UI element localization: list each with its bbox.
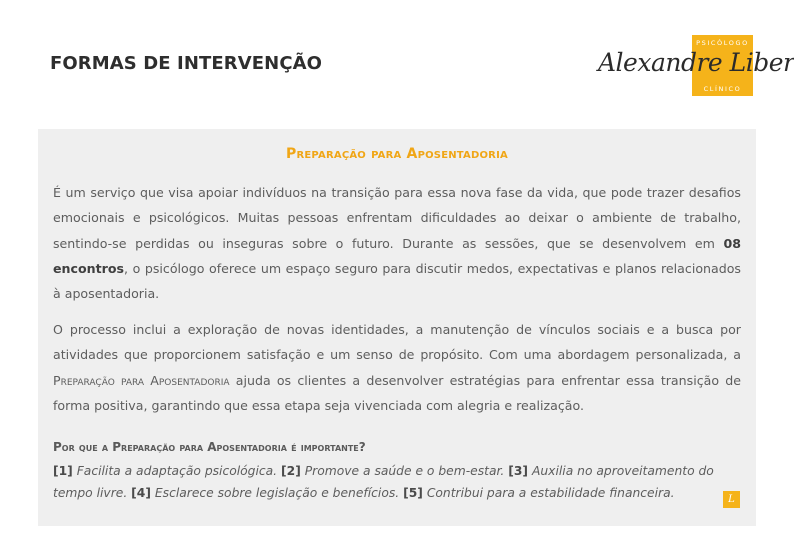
why-title: Por que a Preparação para Aposentadoria é importante? xyxy=(53,440,366,454)
benefit-text: Auxilia no aproveitamento do tempo livre. xyxy=(53,464,714,500)
intro-text-1: É um serviço que visa apoiar indivíduos na transição para essa nova fase da vida, que pode trazer desafios emocionais e psicológicos. Muitas pessoas enfrentam dificuldades ao deixar o ambiente de trabalho, sentindo-se perdidas ou inseguras sobre o futuro. Durante as sessões, que se desenvolvem em xyxy=(53,185,741,251)
service-name: Preparação para Aposentadoria xyxy=(53,372,230,388)
benefit-number: [4] xyxy=(131,485,151,500)
logo-signature: Alexandre Liber xyxy=(598,48,794,77)
corner-logo-icon: L xyxy=(723,491,740,508)
process-text-1: O processo inclui a exploração de novas identidades, a manutenção de vínculos sociais e a busca por atividades que proporcionem satisfação e um senso de propósito. Com uma abordagem personalizada, a xyxy=(53,322,741,363)
logo-bottom-label: CLÍNICO xyxy=(703,85,742,93)
intro-paragraph xyxy=(53,180,741,306)
logo-top-label: PSICÓLOGO xyxy=(696,39,749,47)
benefit-text: Esclarece sobre legislação e benefícios. xyxy=(154,485,400,500)
benefit-text: Contribui para a estabilidade financeira. xyxy=(426,485,675,500)
benefit-number: [3] xyxy=(508,464,529,478)
section-title: Preparação para Aposentadoria xyxy=(286,146,508,162)
page-title: FORMAS DE INTERVENÇÃO xyxy=(50,53,323,74)
benefit-number: [1] xyxy=(53,464,73,478)
benefit-number: [2] xyxy=(281,464,301,478)
benefit-item xyxy=(131,486,399,500)
process-paragraph xyxy=(53,317,741,418)
benefit-text: Promove a saúde e o bem-estar. xyxy=(304,464,505,478)
benefit-text: Facilita a adaptação psicológica. xyxy=(76,464,278,478)
benefits-list xyxy=(53,461,741,504)
benefit-item xyxy=(281,464,504,478)
benefit-number: [5] xyxy=(403,485,423,500)
intro-text-2: , o psicólogo oferece um espaço seguro para discutir medos, expectativas e planos relacionados à aposentadoria. xyxy=(53,260,741,302)
sessions-count: 08 encontros xyxy=(53,235,741,276)
process-text-2: ajuda os clientes a desenvolver estratégias para enfrentar essa transição de forma positiva, garantindo que essa etapa seja vivenciada com alegria e realização. xyxy=(53,372,741,413)
benefit-item xyxy=(53,464,277,478)
content-card xyxy=(38,129,756,526)
benefit-item xyxy=(403,486,674,500)
